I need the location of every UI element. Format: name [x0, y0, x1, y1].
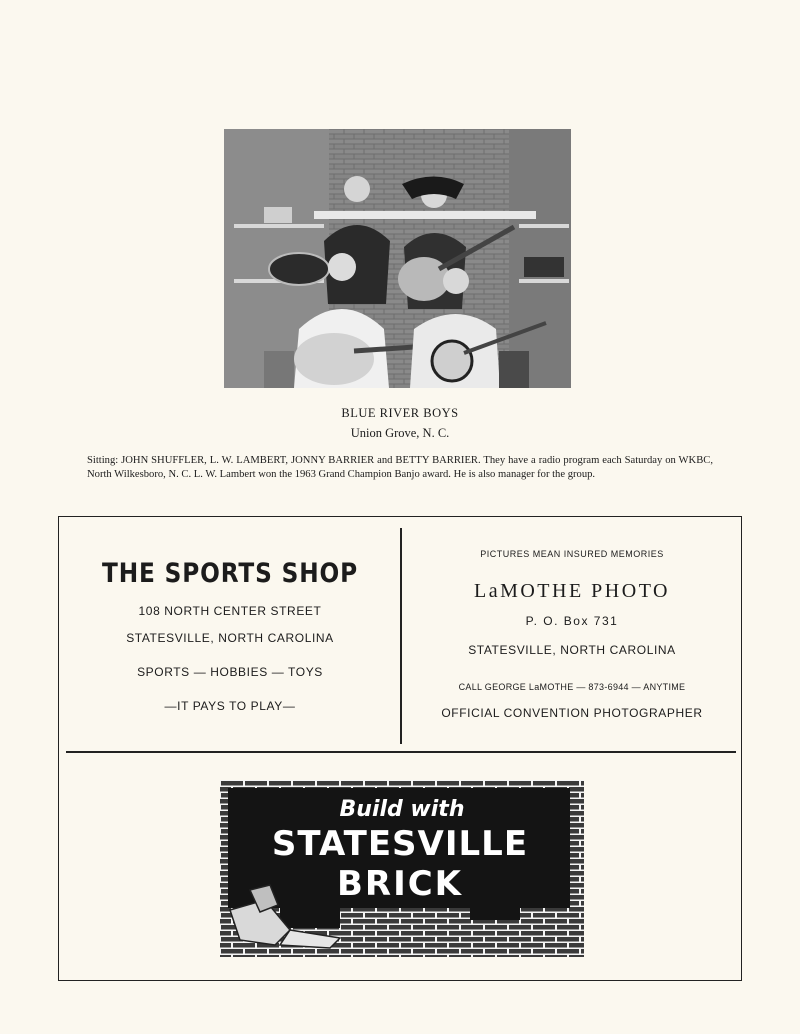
brick-ad-line1: Build with	[339, 797, 465, 822]
band-photo	[224, 129, 571, 388]
horizontal-divider	[66, 751, 736, 753]
brick-ad-graphic	[220, 780, 584, 957]
brick-ad-line3: BRICK	[336, 864, 464, 904]
lamothe-city: STATESVILLE, NORTH CAROLINA	[468, 643, 676, 657]
sports-shop-address: 108 NORTH CENTER STREET	[138, 604, 322, 618]
sports-shop-name: THE SPORTS SHOP	[101, 558, 358, 589]
lamothe-role: OFFICIAL CONVENTION PHOTOGRAPHER	[441, 706, 703, 720]
photo-caption-title: BLUE RIVER BOYS	[341, 406, 459, 420]
sports-shop-products: SPORTS — HOBBIES — TOYS	[137, 665, 323, 679]
sports-shop-slogan: —IT PAYS TO PLAY—	[164, 699, 296, 713]
brick-ad-line2: STATESVILLE	[271, 824, 529, 864]
band-photo-image	[224, 129, 571, 388]
statesville-brick-ad	[220, 780, 584, 957]
lamothe-tagline: PICTURES MEAN INSURED MEMORIES	[480, 549, 664, 559]
photo-caption-location: Union Grove, N. C.	[350, 426, 450, 440]
lamothe-box: P. O. Box 731	[525, 614, 619, 628]
lamothe-name: LaMOTHE PHOTO	[473, 580, 670, 602]
photo-caption-text: Sitting: JOHN SHUFFLER, L. W. LAMBERT, JONNY BARRIER and BETTY BARRIER. They have a radio program each Saturday on WKBC, North Wilkesboro, N. C. L. W. Lambert won the 1963 Grand Champion Banjo award. He is also manager for the group.	[87, 455, 713, 480]
sports-shop-city: STATESVILLE, NORTH CAROLINA	[126, 631, 334, 645]
vertical-divider	[400, 528, 402, 744]
lamothe-call: CALL GEORGE LaMOTHE — 873-6944 — ANYTIME	[458, 682, 686, 692]
